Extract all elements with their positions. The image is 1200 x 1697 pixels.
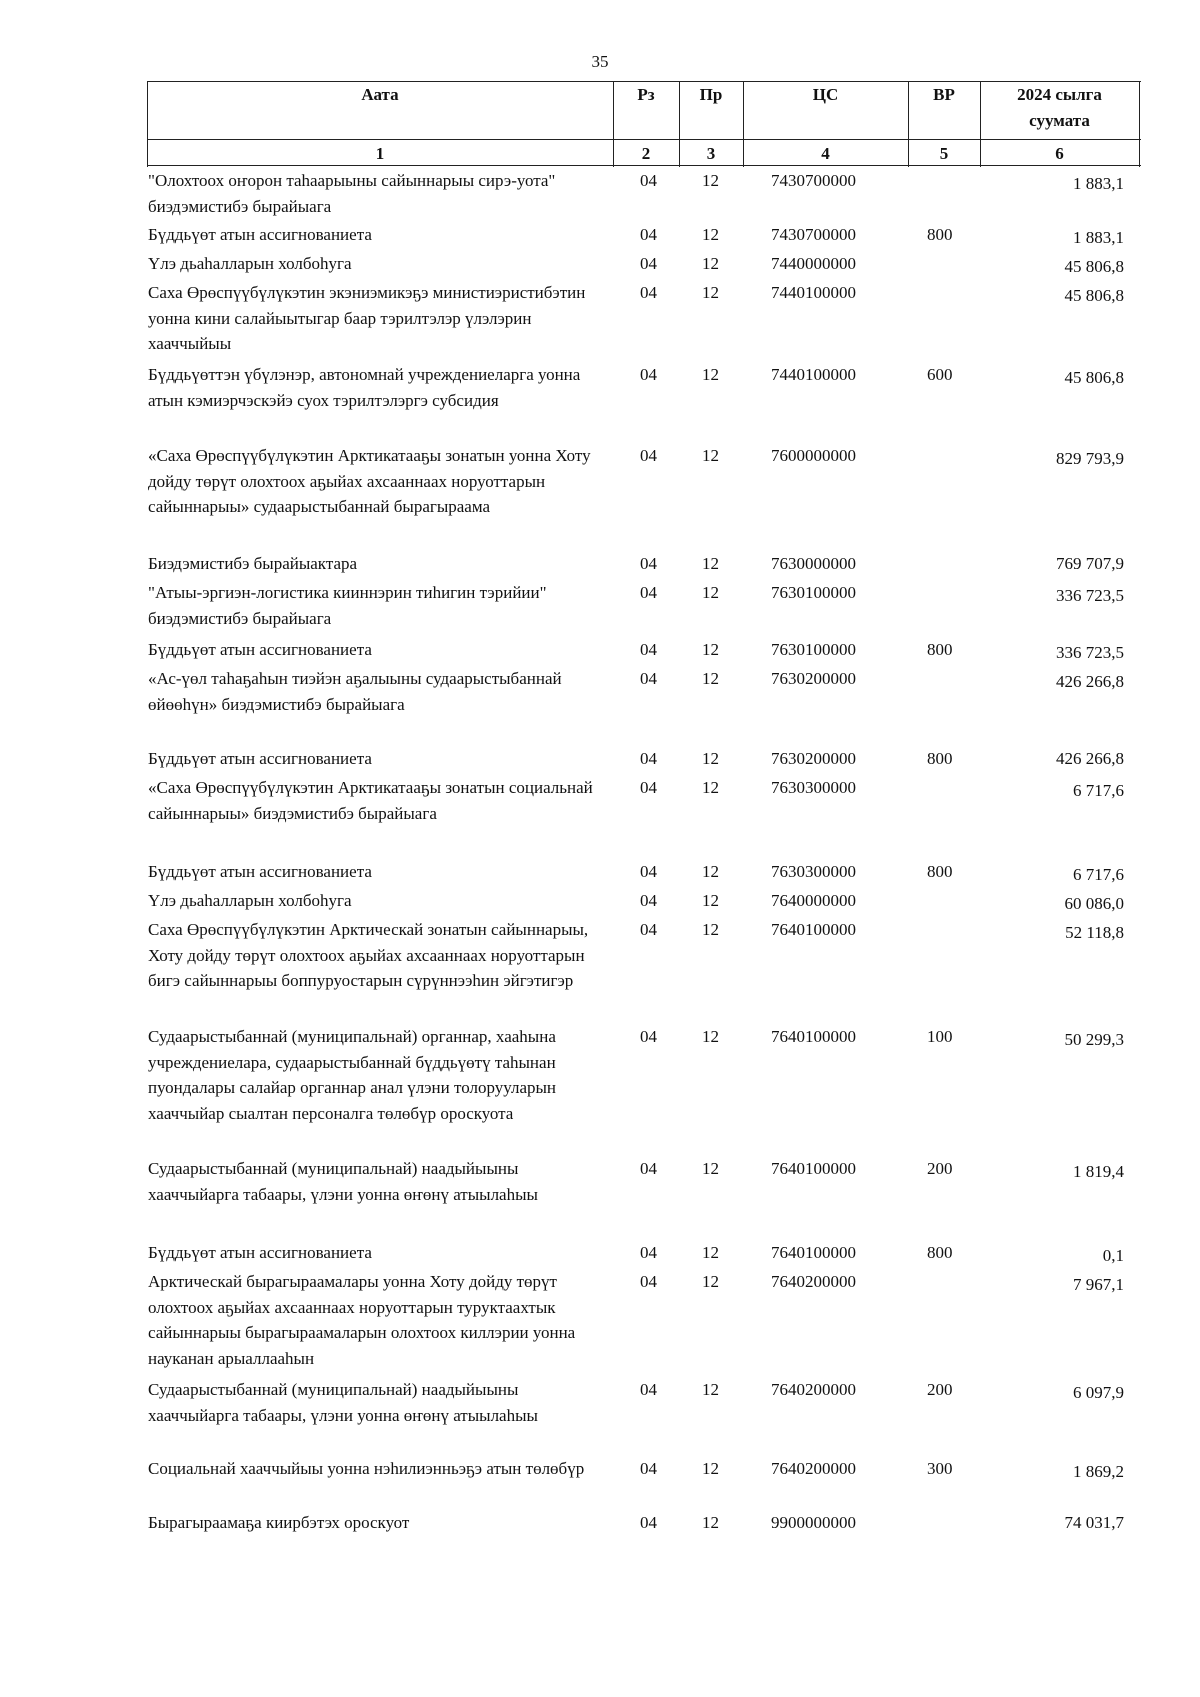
row-rz: 04 (640, 283, 657, 302)
row-name: «Саха Өрөспүүбүлүкэтин Арктикатааҕы зонатын социальнай сайыннарыы» биэдэмистибэ бырайыага (148, 778, 593, 823)
header-cs: ЦС (812, 85, 839, 104)
row-rz: 04 (640, 254, 657, 273)
row-vr: 800 (927, 749, 953, 768)
row-rz: 04 (640, 669, 657, 688)
row-name: Үлэ дьаһалларын холбоһуга (148, 891, 352, 910)
row-name: Судаарыстыбаннай (муниципальнай) органнар, хааһына учреждениелара, судаарыстыбаннай бүддьүөтү таһынан пуондалары салайар органнар анал үлэни толорууларын хааччыйар сыалтан персоналга төлөбүр ороскуота (148, 1027, 557, 1123)
row-cs: 9900000000 (771, 1513, 856, 1532)
header-rz: Рз (637, 85, 655, 104)
row-pr: 12 (702, 283, 719, 302)
row-cs: 7440000000 (771, 254, 856, 273)
header-pr: Пр (699, 85, 723, 104)
row-rz: 04 (640, 862, 657, 881)
row-vr: 800 (927, 1243, 953, 1262)
page-number: 35 (591, 52, 609, 71)
column-number: 5 (939, 144, 949, 163)
row-sum: 1 883,1 (1073, 228, 1124, 247)
row-vr: 800 (927, 225, 953, 244)
row-vr: 800 (927, 640, 953, 659)
row-pr: 12 (702, 862, 719, 881)
row-name: "Атыы-эргиэн-логистика кииннэрин тиһигин тэрийии" биэдэмистибэ бырайыага (148, 583, 547, 628)
row-sum: 45 806,8 (1064, 257, 1124, 276)
row-pr: 12 (702, 583, 719, 602)
row-rz: 04 (640, 583, 657, 602)
row-pr: 12 (702, 1272, 719, 1291)
row-sum: 769 707,9 (1056, 554, 1124, 573)
row-sum: 7 967,1 (1073, 1275, 1124, 1294)
row-name: Бүддьүөттэн үбүлэнэр, автономнай учреждениеларга уонна атын кэмиэрчэскэйэ суох тэрилтэлэргэ субсидия (148, 365, 581, 410)
row-sum: 52 118,8 (1065, 923, 1124, 942)
row-rz: 04 (640, 225, 657, 244)
row-name: Бүддьүөт атын ассигнованиета (148, 862, 372, 881)
row-sum: 6 717,6 (1073, 781, 1124, 800)
row-cs: 7630000000 (771, 554, 856, 573)
row-name: Бырагыраамаҕа киирбэтэх ороскуот (148, 1513, 410, 1532)
row-pr: 12 (702, 554, 719, 573)
row-cs: 7630200000 (771, 669, 856, 688)
row-rz: 04 (640, 920, 657, 939)
row-sum: 1 869,2 (1073, 1462, 1124, 1481)
row-sum: 60 086,0 (1064, 894, 1124, 913)
row-cs: 7440100000 (771, 365, 856, 384)
row-cs: 7630200000 (771, 749, 856, 768)
row-sum: 829 793,9 (1056, 449, 1124, 468)
row-name: «Саха Өрөспүүбүлүкэтин Арктикатааҕы зонатын уонна Хоту дойду төрүт олохтоох аҕыйах ахсааннаах норуоттарын сайыннарыы» судаарыстыбаннай бырагыраама (148, 446, 591, 516)
row-cs: 7640100000 (771, 920, 856, 939)
row-pr: 12 (702, 1243, 719, 1262)
row-sum: 0,1 (1102, 1246, 1124, 1265)
row-pr: 12 (702, 920, 719, 939)
row-pr: 12 (702, 1459, 719, 1478)
row-name: Социальнай хааччыйыы уонна нэһилиэнньэҕэ атын төлөбүр (148, 1459, 585, 1478)
row-pr: 12 (702, 640, 719, 659)
row-name: Арктическай бырагыраамалары уонна Хоту дойду төрүт олохтоох аҕыйах ахсааннаах норуоттарын туруктаахтык сайыннарыы бырагыраамаларын олохтоох киллэрии уонна науканан арыаллааһын (148, 1272, 576, 1368)
column-number: 4 (821, 144, 830, 163)
row-cs: 7640200000 (771, 1459, 856, 1478)
row-rz: 04 (640, 640, 657, 659)
row-pr: 12 (702, 778, 719, 797)
row-cs: 7430700000 (771, 225, 856, 244)
header-sum-line2: суумата (1029, 111, 1090, 130)
row-cs: 7640200000 (771, 1272, 856, 1291)
col-divider (1139, 81, 1140, 167)
row-pr: 12 (702, 254, 719, 273)
row-sum: 1 819,4 (1073, 1162, 1124, 1181)
row-sum: 336 723,5 (1056, 586, 1124, 605)
row-cs: 7600000000 (771, 446, 856, 465)
row-name: Бүддьүөт атын ассигнованиета (148, 225, 372, 244)
row-pr: 12 (702, 365, 719, 384)
row-sum: 74 031,7 (1064, 1513, 1124, 1532)
row-name: Судаарыстыбаннай (муниципальнай) наадыйыыны хааччыйарга табаары, үлэни уонна өҥөнү атыылаһыы (148, 1380, 538, 1425)
row-pr: 12 (702, 1159, 719, 1178)
row-vr: 100 (927, 1027, 953, 1046)
row-rz: 04 (640, 1380, 657, 1399)
row-sum: 426 266,8 (1056, 749, 1124, 768)
table-header (147, 81, 1141, 167)
row-name: Биэдэмистибэ бырайыактара (148, 554, 358, 573)
row-vr: 200 (927, 1380, 953, 1399)
row-cs: 7630100000 (771, 583, 856, 602)
row-cs: 7640100000 (771, 1027, 856, 1046)
column-number: 2 (641, 144, 651, 163)
row-cs: 7630300000 (771, 778, 856, 797)
row-pr: 12 (702, 1513, 719, 1532)
row-sum: 336 723,5 (1056, 643, 1124, 662)
row-sum: 6 717,6 (1073, 865, 1124, 884)
row-rz: 04 (640, 891, 657, 910)
row-rz: 04 (640, 1027, 657, 1046)
column-number: 6 (1055, 144, 1064, 163)
row-cs: 7440100000 (771, 283, 856, 302)
row-name: Саха Өрөспүүбүлүкэтин Арктическай зонатын сайыннарыы, Хоту дойду төрүт олохтоох аҕыйах ахсааннаах норуоттарын бигэ сайыннарыы боппуруостарын сүрүннээһин эйгэтигэр (148, 920, 589, 990)
row-sum: 45 806,8 (1064, 286, 1124, 305)
row-vr: 800 (927, 862, 953, 881)
row-sum: 1 883,1 (1073, 174, 1124, 193)
row-rz: 04 (640, 1513, 657, 1532)
header-vr: ВР (933, 85, 955, 104)
header-bottom-border (147, 165, 1141, 166)
row-rz: 04 (640, 1243, 657, 1262)
row-cs: 7640200000 (771, 1380, 856, 1399)
row-rz: 04 (640, 171, 657, 190)
header-sum-line1: 2024 сылга (1017, 85, 1102, 104)
row-sum: 426 266,8 (1056, 672, 1124, 691)
row-cs: 7640100000 (771, 1243, 856, 1262)
row-pr: 12 (702, 171, 719, 190)
row-cs: 7640100000 (771, 1159, 856, 1178)
row-name: Бүддьүөт атын ассигнованиета (148, 1243, 372, 1262)
row-name: Бүддьүөт атын ассигнованиета (148, 640, 372, 659)
row-cs: 7430700000 (771, 171, 856, 190)
row-pr: 12 (702, 225, 719, 244)
row-name: Саха Өрөспүүбүлүкэтин экэниэмикэҕэ министиэристибэтин уонна кини салайыытыгар баар тэрилтэлэр үлэлэрин хааччыйыы (148, 283, 586, 353)
row-rz: 04 (640, 554, 657, 573)
row-rz: 04 (640, 446, 657, 465)
row-pr: 12 (702, 1380, 719, 1399)
row-rz: 04 (640, 1159, 657, 1178)
row-vr: 600 (927, 365, 953, 384)
row-cs: 7630100000 (771, 640, 856, 659)
row-cs: 7630300000 (771, 862, 856, 881)
row-sum: 50 299,3 (1064, 1030, 1124, 1049)
column-number: 3 (706, 144, 716, 163)
row-sum: 6 097,9 (1073, 1383, 1124, 1402)
row-name: "Олохтоох оҥорон таһаарыыны сайыннарыы сирэ-уота" биэдэмистибэ бырайыага (148, 171, 556, 216)
row-pr: 12 (702, 1027, 719, 1046)
row-rz: 04 (640, 1272, 657, 1291)
row-name: Бүддьүөт атын ассигнованиета (148, 749, 372, 768)
column-number: 1 (375, 144, 385, 163)
row-pr: 12 (702, 891, 719, 910)
row-rz: 04 (640, 778, 657, 797)
row-rz: 04 (640, 749, 657, 768)
header-mid-border (147, 139, 1141, 140)
row-name: «Ас-үөл таһаҕаһын тиэйэн аҕалыыны судаарыстыбаннай өйөөһүн» биэдэмистибэ бырайыага (148, 669, 562, 714)
row-name: Үлэ дьаһалларын холбоһуга (148, 254, 352, 273)
row-vr: 200 (927, 1159, 953, 1178)
row-sum: 45 806,8 (1064, 368, 1124, 387)
row-rz: 04 (640, 1459, 657, 1478)
row-pr: 12 (702, 669, 719, 688)
row-vr: 300 (927, 1459, 953, 1478)
row-rz: 04 (640, 365, 657, 384)
row-pr: 12 (702, 446, 719, 465)
header-name: Аата (361, 85, 399, 104)
row-cs: 7640000000 (771, 891, 856, 910)
row-pr: 12 (702, 749, 719, 768)
row-name: Судаарыстыбаннай (муниципальнай) наадыйыыны хааччыйарга табаары, үлэни уонна өҥөнү атыылаһыы (148, 1159, 538, 1204)
